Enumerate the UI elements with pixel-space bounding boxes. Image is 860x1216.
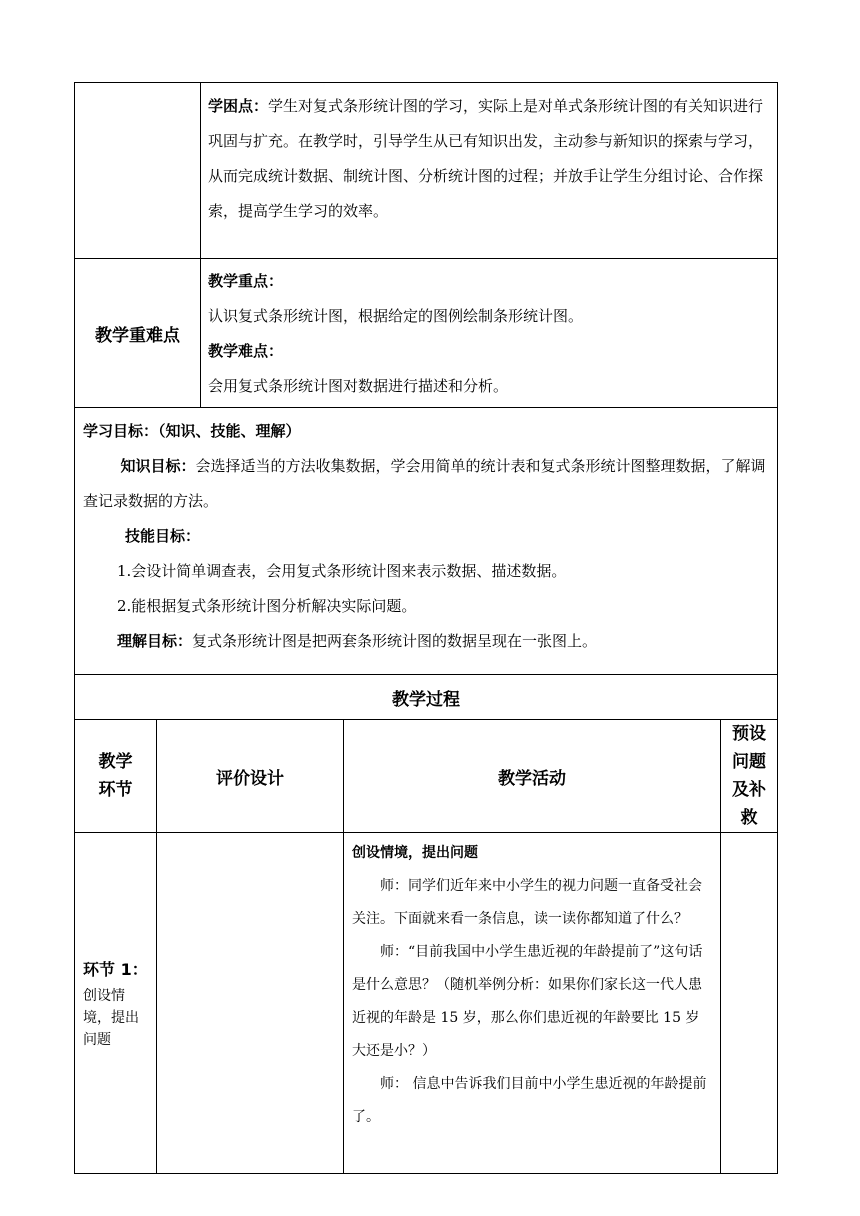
stage-1-paragraph-1: 师：同学们近年来中小学生的视力问题一直备受社会关注。下面就来看一条信息，读一读你都知道了什么？ [352,878,702,927]
stage-header-line2: 环节 [98,780,133,800]
stage-1-paragraph-3: 师： 信息中告诉我们目前中小学生患近视的年龄提前了。 [352,1076,707,1125]
evaluation-header [157,720,344,833]
focus-text: 认识复式条形统计图，根据给定的图例绘制条形统计图。 [208,307,584,325]
lesson-plan-page [74,82,777,1174]
stage-1-preset-cell [721,833,778,1174]
key-points-label-cell [75,259,201,408]
knowledge-objective [83,449,767,519]
objectives-title: 学习目标：（知识、技能、理解） [83,422,301,440]
key-points-label: 教学重难点 [95,325,180,346]
difficulty-row [75,83,778,259]
difficulty-paragraph [208,89,767,229]
lesson-plan-table [74,82,778,1174]
objectives-cell [75,408,778,675]
objectives-row [75,408,778,675]
hard-title: 教学难点： [208,342,284,360]
stage-1-cell [75,833,157,1174]
stage-1-desc: 创设情境，提出问题 [83,988,139,1048]
key-points-content-cell [201,259,778,408]
stage-1-label: 环节 1： [83,960,148,979]
focus-title: 教学重点： [208,272,284,290]
stage-1-paragraph-2: 师：“目前我国中小学生患近视的年龄提前了”这句话是什么意思？（随机举例分析：如果你们家长这一代人患近视的年龄是 15 岁，那么你们患近视的年龄要比 15 岁大还是小？） [352,944,703,1059]
preset-header-line2: 及补救 [732,780,767,828]
evaluation-header-label: 评价设计 [216,768,284,789]
hard-text: 会用复式条形统计图对数据进行描述和分析。 [208,377,509,395]
process-header-row [75,720,778,833]
process-title: 教学过程 [392,689,461,710]
key-points-row [75,259,778,408]
process-title-row [75,675,778,720]
process-title-cell [75,675,778,720]
preset-header-line1: 预设问题 [732,724,767,772]
stage-1-activity-title: 创设情境，提出问题 [352,845,478,861]
knowledge-label: 知识目标： [120,457,196,475]
difficulty-label: 学困点： [208,97,269,115]
activity-header-label: 教学活动 [498,768,566,789]
difficulty-label-cell [75,83,201,259]
stage-1-evaluation-cell [157,833,344,1174]
stage-1-row [75,833,778,1174]
understand-label: 理解目标： [117,632,193,650]
skill-item-1: 1.会设计简单调查表，会用复式条形统计图来表示数据、描述数据。 [117,562,567,580]
skill-item-2: 2.能根据复式条形统计图分析解决实际问题。 [117,597,417,615]
understand-objective [83,624,767,659]
preset-header [721,720,778,833]
stage-header [75,720,157,833]
skill-label: 技能目标： [125,527,201,545]
difficulty-content-cell [201,83,778,259]
knowledge-text: 会选择适当的方法收集数据，学会用简单的统计表和复式条形统计图整理数据，了解调查记录数据的方法。 [83,457,766,510]
stage-header-line1: 教学 [98,752,133,772]
activity-header [344,720,721,833]
stage-1-activity-cell [344,833,721,1174]
understand-text: 复式条形统计图是把两套条形统计图的数据呈现在一张图上。 [192,632,598,650]
difficulty-text: 学生对复式条形统计图的学习，实际上是对单式条形统计图的有关知识进行巩固与扩充。在教学时，引导学生从已有知识出发，主动参与新知识的探索与学习，从而完成统计数据、制统计图、分析统计图的过程；并放手让学生分组讨论、合作探索，提高学生学习的效率。 [208,97,764,220]
